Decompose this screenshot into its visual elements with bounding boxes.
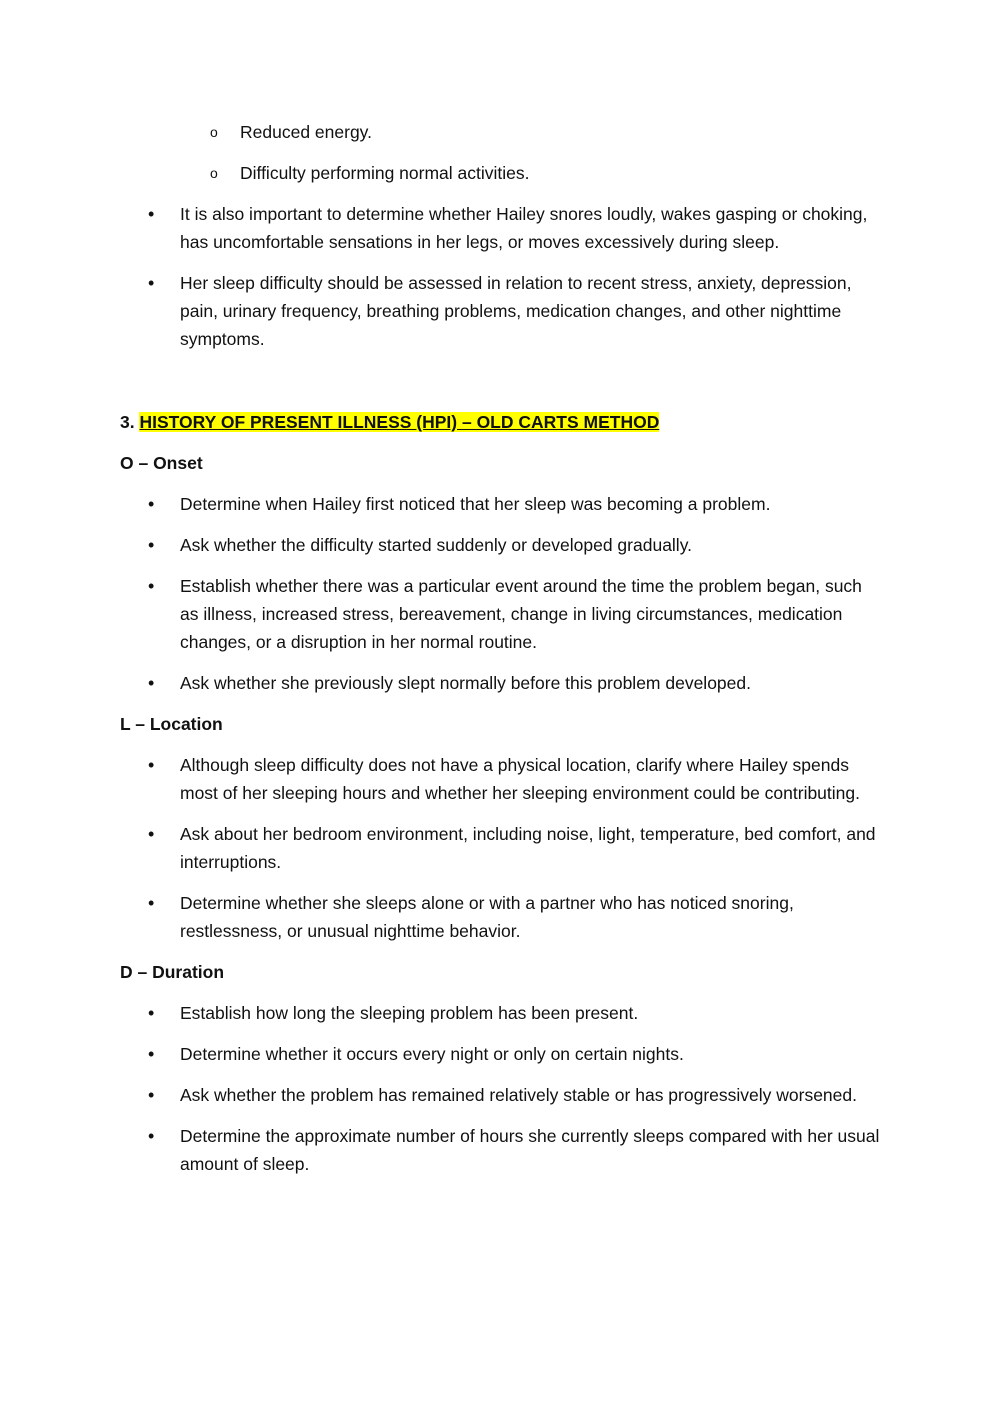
bullet-icon: • [148,576,155,596]
list-item: • Establish whether there was a particular event around the time the problem began, such as illness, increased stress, bereavement, change in living circumstances, medication changes, or a disruption in her normal routine. [120,572,880,656]
section-spacer [120,366,880,408]
list-item: o Difficulty performing normal activities. [120,159,880,187]
intro-sub-list [120,118,880,187]
intro-bullet-list [120,200,880,353]
duration-heading: D – Duration [120,962,225,982]
document-content [120,118,880,1191]
bullet-icon: • [148,535,155,555]
list-item: • Although sleep difficulty does not have a physical location, clarify where Hailey spends most of her sleeping hours and whether her sleeping environment could be contributing. [120,751,880,807]
onset-list [120,490,880,697]
bullet-icon: • [148,755,155,775]
bullet-icon: • [148,1085,155,1105]
section-title: HISTORY OF PRESENT ILLNESS (HPI) – OLD CARTS METHOD [139,412,660,432]
list-item: • Ask whether the difficulty started suddenly or developed gradually. [120,531,880,559]
list-item: • Determine when Hailey first noticed that her sleep was becoming a problem. [120,490,880,518]
list-item: • Ask whether she previously slept normally before this problem developed. [120,669,880,697]
bullet-icon: • [148,673,155,693]
location-heading: L – Location [120,714,223,734]
duration-list [120,999,880,1178]
section-number: 3. [120,412,135,432]
list-item: • Determine whether she sleeps alone or with a partner who has noticed snoring, restlessness, or unusual nighttime behavior. [120,889,880,945]
section-heading [120,408,880,436]
list-item: • Ask whether the problem has remained relatively stable or has progressively worsened. [120,1081,880,1109]
list-item: • Determine whether it occurs every night or only on certain nights. [120,1040,880,1068]
onset-heading: O – Onset [120,453,203,473]
list-item: o Reduced energy. [120,118,880,146]
bullet-icon: • [148,824,155,844]
list-item: • Ask about her bedroom environment, including noise, light, temperature, bed comfort, and interruptions. [120,820,880,876]
list-item: • Her sleep difficulty should be assessed in relation to recent stress, anxiety, depression, pain, urinary frequency, breathing problems, medication changes, and other nighttime symptoms. [120,269,880,353]
bullet-icon: • [148,273,155,293]
bullet-icon: • [148,1126,155,1146]
bullet-icon: • [148,1003,155,1023]
bullet-icon: • [148,893,155,913]
list-item: • Establish how long the sleeping problem has been present. [120,999,880,1027]
bullet-icon: • [148,494,155,514]
list-item: • Determine the approximate number of hours she currently sleeps compared with her usual amount of sleep. [120,1122,880,1178]
location-list [120,751,880,945]
bullet-icon: • [148,1044,155,1064]
list-item: • It is also important to determine whether Hailey snores loudly, wakes gasping or choking, has uncomfortable sensations in her legs, or moves excessively during sleep. [120,200,880,256]
bullet-icon: • [148,204,155,224]
hollow-bullet-icon: o [210,124,218,140]
hollow-bullet-icon: o [210,165,218,181]
